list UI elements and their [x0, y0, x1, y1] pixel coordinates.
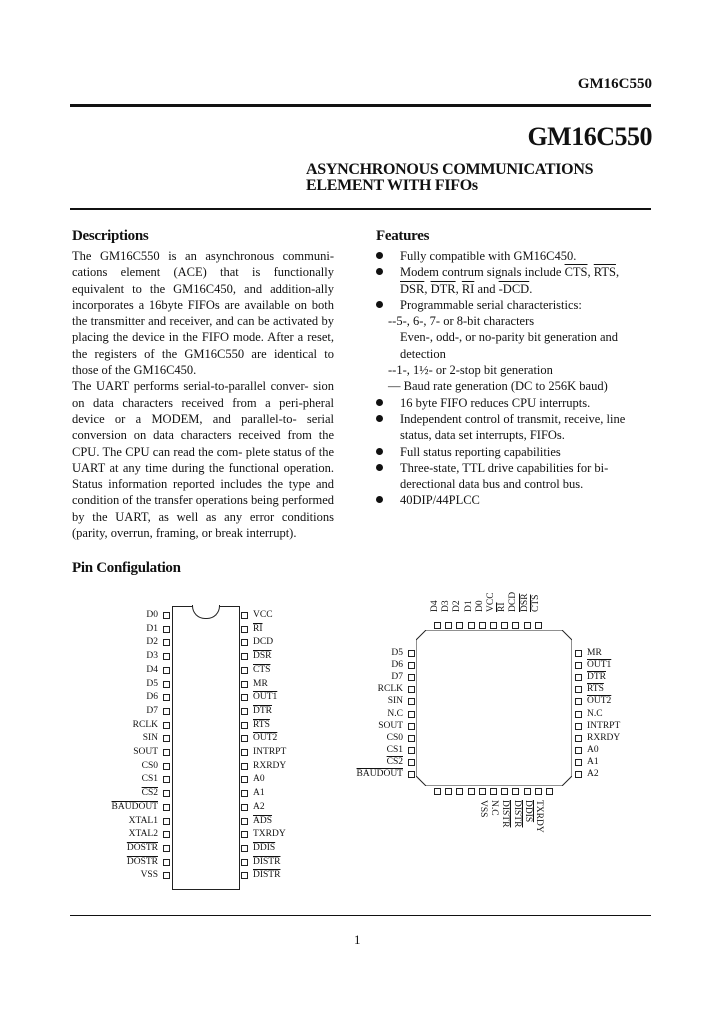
plcc-pin-label: D0 — [474, 600, 485, 612]
descriptions-heading: Descriptions — [72, 228, 149, 244]
plcc-pin-label: BAUDOUT — [356, 769, 403, 779]
footer-rule — [70, 915, 651, 916]
dip-pin-label: D1 — [146, 623, 158, 634]
dip-pin-marker — [241, 776, 248, 783]
plcc-pin-marker — [408, 662, 415, 669]
plcc-pin-marker — [575, 686, 582, 693]
plcc-pin-marker — [575, 747, 582, 754]
dip-pin-label: DOSTR — [126, 856, 158, 867]
dip-pin-label: CS1 — [141, 774, 158, 785]
plcc-pin-label: DISTR — [500, 800, 511, 828]
dip-pin-label: RXRDY — [253, 760, 287, 771]
feature-item: Independent control of transmit, receive, line status, data set interrupts, FIFOs. — [376, 411, 648, 444]
dip-pin-label: OUT2 — [253, 733, 278, 744]
dip-pin-label: XTAL1 — [128, 815, 158, 826]
plcc-pin-marker — [575, 723, 582, 730]
plcc-pin-label: N.C — [387, 708, 403, 719]
plcc-pin-marker — [456, 788, 463, 795]
dip-pin-marker — [163, 790, 170, 797]
plcc-pin-marker — [490, 622, 497, 629]
descriptions-body — [72, 248, 334, 541]
dip-pin-marker — [163, 776, 170, 783]
bullet-icon — [376, 448, 383, 455]
plcc-pin-marker — [546, 788, 553, 795]
plcc-pin-label: SIN — [387, 696, 403, 707]
plcc-pin-label: OUT2 — [587, 696, 612, 707]
dip-pin-label: SIN — [142, 733, 158, 744]
plcc-pin-marker — [408, 759, 415, 766]
dip-pin-marker — [241, 872, 248, 879]
dip-pin-label: $\overline{ADS}$ — [253, 815, 273, 826]
plcc-pin-marker — [575, 650, 582, 657]
plcc-pin-marker — [445, 788, 452, 795]
plcc-pin-label: $\overline{CTS}$ — [530, 594, 541, 612]
bullet-icon — [376, 496, 383, 503]
plcc-pin-label: CS2 — [386, 756, 403, 767]
plcc-pin-label: TXRDY — [534, 800, 544, 833]
dip-pin-marker — [163, 831, 170, 838]
page-number: 1 — [354, 932, 361, 947]
dip-pin-label: INTRPT — [253, 747, 287, 757]
dip-pin-label: D2 — [146, 637, 158, 648]
descriptions-para-1: The GM16C550 is an asynchronous communi-cations element (ACE) that is functionally equivalent to the GM16C450, and addition-ally incorporates a 16byte FIFOs are available on both the transmitter and receiver, and can be activated by placing the device in the FIFO mode. After a reset, the registers of the GM16C550 are identical to those of the GM16C450. — [72, 249, 334, 378]
dip-pin-marker — [241, 790, 248, 797]
feature-item: Three-state, TTL drive capabilities for bi-derectional data bus and control bus. — [376, 460, 648, 493]
dip-package — [172, 606, 240, 890]
dip-pin-marker — [163, 859, 170, 866]
dip-pin-marker — [163, 694, 170, 701]
dip-pin-marker — [241, 763, 248, 770]
plcc-outline — [416, 630, 572, 786]
plcc-pin-label: OUT1 — [587, 660, 612, 671]
plcc-pin-label: RXRDY — [587, 732, 621, 743]
dip-pin-label: XTAL2 — [128, 829, 158, 840]
dip-pin-marker — [163, 763, 170, 770]
feature-item: 40DIP/44PLCC — [376, 492, 648, 508]
plcc-pin-marker — [408, 674, 415, 681]
dip-pin-label: D0 — [146, 610, 158, 620]
dip-pin-marker — [241, 735, 248, 742]
plcc-pin-marker — [479, 622, 486, 629]
plcc-pin-marker — [408, 686, 415, 693]
dip-pin-marker — [163, 818, 170, 825]
plcc-pin-marker — [501, 622, 508, 629]
plcc-pin-marker — [524, 622, 531, 629]
dip-pin-marker — [241, 612, 248, 619]
feature-subitem: — Baud rate generation (DC to 256K baud) — [388, 379, 608, 394]
plcc-pin-marker — [468, 788, 475, 795]
plcc-pin-marker — [408, 698, 415, 705]
features-list — [376, 248, 648, 509]
dip-pin-marker — [163, 708, 170, 715]
plcc-pin-label: D7 — [391, 672, 403, 683]
plcc-pin-label: DDIS — [522, 800, 533, 823]
dip-pin-marker — [241, 818, 248, 825]
dip-pin-label: DDIS — [253, 842, 276, 853]
dip-pin-marker — [163, 667, 170, 674]
plcc-pin-marker — [575, 759, 582, 766]
dip-pin-marker — [163, 722, 170, 729]
plcc-pin-label: A2 — [587, 769, 599, 779]
dip-pin-label: D3 — [146, 651, 158, 662]
dip-pin-marker — [163, 804, 170, 811]
plcc-pin-marker — [575, 662, 582, 669]
dip-pin-label: A2 — [253, 801, 265, 812]
plcc-pin-marker — [479, 788, 486, 795]
plcc-pin-label: D4 — [430, 600, 440, 612]
plcc-pin-label: DISTR — [511, 800, 522, 828]
descriptions-para-2: The UART performs serial-to-parallel conver- sion on data characters received from a peri-pheral device or a MODEM, and parallel-to- serial conversion on data characters received from the CPU. The CPU can read the com- plete status of the UART at any time during the functional operation. Status information reported includes the type and condition of the transfer operations being performed by the UART, as well as any error conditions (parity, overrun, framing, or break interrupt). — [72, 379, 334, 541]
dip-pin-label: A1 — [253, 788, 265, 799]
bullet-icon — [376, 399, 383, 406]
plcc-pin-label: N.C — [587, 708, 603, 719]
dip-pin-label: $\overline{DTR}$ — [253, 705, 272, 716]
dip-pin-marker — [241, 681, 248, 688]
subtitle-line-1: ASYNCHRONOUS COMMUNICATIONS — [306, 161, 594, 178]
dip-pin-marker — [241, 749, 248, 756]
dip-pin-marker — [163, 749, 170, 756]
dip-pin-label: DOSTR — [126, 842, 158, 853]
plcc-pin-marker — [512, 788, 519, 795]
plcc-pin-label: CS0 — [386, 732, 403, 743]
dip-pin-marker — [163, 872, 170, 879]
dip-pin-marker — [241, 831, 248, 838]
dip-pin-label: CS2 — [141, 788, 158, 799]
plcc-pin-label: D3 — [441, 600, 452, 612]
dip-pin-label: DCD — [253, 637, 274, 648]
plcc-pin-marker — [575, 735, 582, 742]
feature-subitem: --1-, 1½- or 2-stop bit generation — [388, 363, 553, 378]
dip-pin-label: D5 — [146, 678, 158, 689]
plcc-pin-label: D1 — [463, 600, 474, 612]
plcc-pin-marker — [575, 771, 582, 778]
dip-pin-marker — [241, 845, 248, 852]
bullet-icon — [376, 415, 383, 422]
subtitle — [306, 162, 593, 194]
dip-pin-marker — [163, 735, 170, 742]
dip-pin-label: $\overline{RI}$ — [253, 623, 263, 634]
bullet-icon — [376, 464, 383, 471]
plcc-pin-label: MR — [587, 648, 602, 658]
plcc-pin-marker — [408, 723, 415, 730]
plcc-pin-marker — [456, 622, 463, 629]
feature-item: Programmable serial characteristics: — [376, 297, 648, 313]
dip-pin-label: A0 — [253, 774, 265, 785]
plcc-pin-marker — [434, 622, 441, 629]
plcc-pin-label: A0 — [587, 744, 599, 755]
dip-pin-marker — [241, 626, 248, 633]
plcc-pin-label: $\overline{DSR}$ — [519, 593, 530, 612]
bullet-icon — [376, 252, 383, 259]
dip-pin-marker — [163, 845, 170, 852]
plcc-pin-marker — [408, 747, 415, 754]
dip-pin-marker — [241, 708, 248, 715]
dip-pin-marker — [241, 859, 248, 866]
plcc-pin-label: CS1 — [386, 744, 403, 755]
dip-pin-marker — [241, 694, 248, 701]
plcc-pin-marker — [408, 771, 415, 778]
dip-pin-marker — [163, 653, 170, 660]
plcc-pin-marker — [468, 622, 475, 629]
plcc-pin-label: INTRPT — [587, 720, 621, 731]
dip-pin-marker — [241, 667, 248, 674]
plcc-pin-label: $\overline{RTS}$ — [587, 684, 604, 695]
feature-item: Full status reporting capabilities — [376, 444, 648, 460]
plcc-pin-label: $\overline{DTR}$ — [587, 672, 606, 683]
dip-pin-label: VCC — [253, 610, 273, 620]
plcc-pin-marker — [535, 622, 542, 629]
header-rule — [70, 104, 651, 107]
running-header: GM16C550 — [577, 76, 652, 92]
plcc-pin-marker — [524, 788, 531, 795]
dip-pin-label: D4 — [146, 664, 158, 675]
dip-pin-label: SOUT — [133, 747, 158, 757]
dip-pin-label: $\overline{DSR}$ — [253, 651, 272, 662]
page-title: GM16C550 — [527, 122, 652, 151]
dip-pin-label: D6 — [146, 692, 158, 703]
plcc-pin-marker — [535, 788, 542, 795]
plcc-pin-marker — [575, 674, 582, 681]
feature-subitem: --5-, 6-, 7- or 8-bit characters — [388, 314, 535, 329]
bullet-icon — [376, 301, 383, 308]
plcc-pin-label: D2 — [452, 600, 463, 612]
dip-pin-label: RCLK — [132, 719, 158, 730]
dip-pin-marker — [163, 626, 170, 633]
plcc-pin-marker — [445, 622, 452, 629]
dip-pin-label: TXRDY — [253, 829, 286, 840]
subtitle-line-2: ELEMENT WITH FIFOs — [306, 177, 478, 194]
dip-pin-marker — [163, 639, 170, 646]
plcc-pin-marker — [408, 735, 415, 742]
feature-item: Fully compatible with GM16C450. — [376, 248, 648, 264]
features-heading: Features — [376, 228, 430, 244]
dip-pin-marker — [241, 653, 248, 660]
plcc-pin-label: SOUT — [378, 720, 403, 731]
dip-pin-label: BAUDOUT — [111, 801, 158, 812]
title-rule — [70, 208, 651, 210]
plcc-pin-label: A1 — [587, 756, 599, 767]
bullet-icon — [376, 268, 383, 275]
dip-pin-label: D7 — [146, 705, 158, 716]
plcc-pin-label: D6 — [391, 660, 403, 671]
plcc-pin-marker — [434, 788, 441, 795]
plcc-pin-marker — [408, 711, 415, 718]
dip-pin-label: OUT1 — [253, 692, 278, 703]
feature-subitem: Even-, odd-, or no-parity bit generation and detection — [400, 330, 618, 361]
plcc-pin-label: $\overline{RI}$ — [497, 602, 508, 612]
dip-pin-label: MR — [253, 678, 268, 689]
plcc-pin-marker — [575, 711, 582, 718]
dip-pin-marker — [163, 681, 170, 688]
dip-pin-label: $\overline{RTS}$ — [253, 719, 270, 730]
plcc-pin-marker — [501, 788, 508, 795]
plcc-pin-marker — [512, 622, 519, 629]
dip-pin-label: DISTR — [253, 856, 281, 867]
plcc-pin-label: RCLK — [377, 684, 403, 695]
dip-pin-label: $\overline{CTS}$ — [253, 664, 271, 675]
feature-item: 16 byte FIFO reduces CPU interrupts. — [376, 395, 648, 411]
plcc-pin-marker — [575, 698, 582, 705]
plcc-pin-label: VSS — [478, 800, 488, 818]
plcc-pin-marker — [490, 788, 497, 795]
dip-pin-label: VSS — [140, 870, 158, 881]
dip-pin-label: CS0 — [141, 760, 158, 771]
plcc-package — [416, 630, 572, 786]
plcc-pin-label: VCC — [486, 592, 496, 612]
dip-pin-marker — [163, 612, 170, 619]
pin-config-heading: Pin Configulation — [72, 560, 181, 576]
feature-item: Modem contrum signals include $\overline{CTS}$, $\overline{RTS}$, $\overline{DSR}$, $\overline{DTR}$, $\overline{RI}$ and -DCD. — [376, 264, 648, 297]
dip-pin-marker — [241, 804, 248, 811]
plcc-pin-label: D5 — [391, 648, 403, 658]
plcc-pin-label: N.C — [489, 800, 500, 816]
plcc-pin-label: DCD — [508, 591, 519, 612]
dip-pin-marker — [241, 722, 248, 729]
dip-pin-label: DISTR — [253, 870, 281, 881]
dip-pin-marker — [241, 639, 248, 646]
plcc-pin-marker — [408, 650, 415, 657]
